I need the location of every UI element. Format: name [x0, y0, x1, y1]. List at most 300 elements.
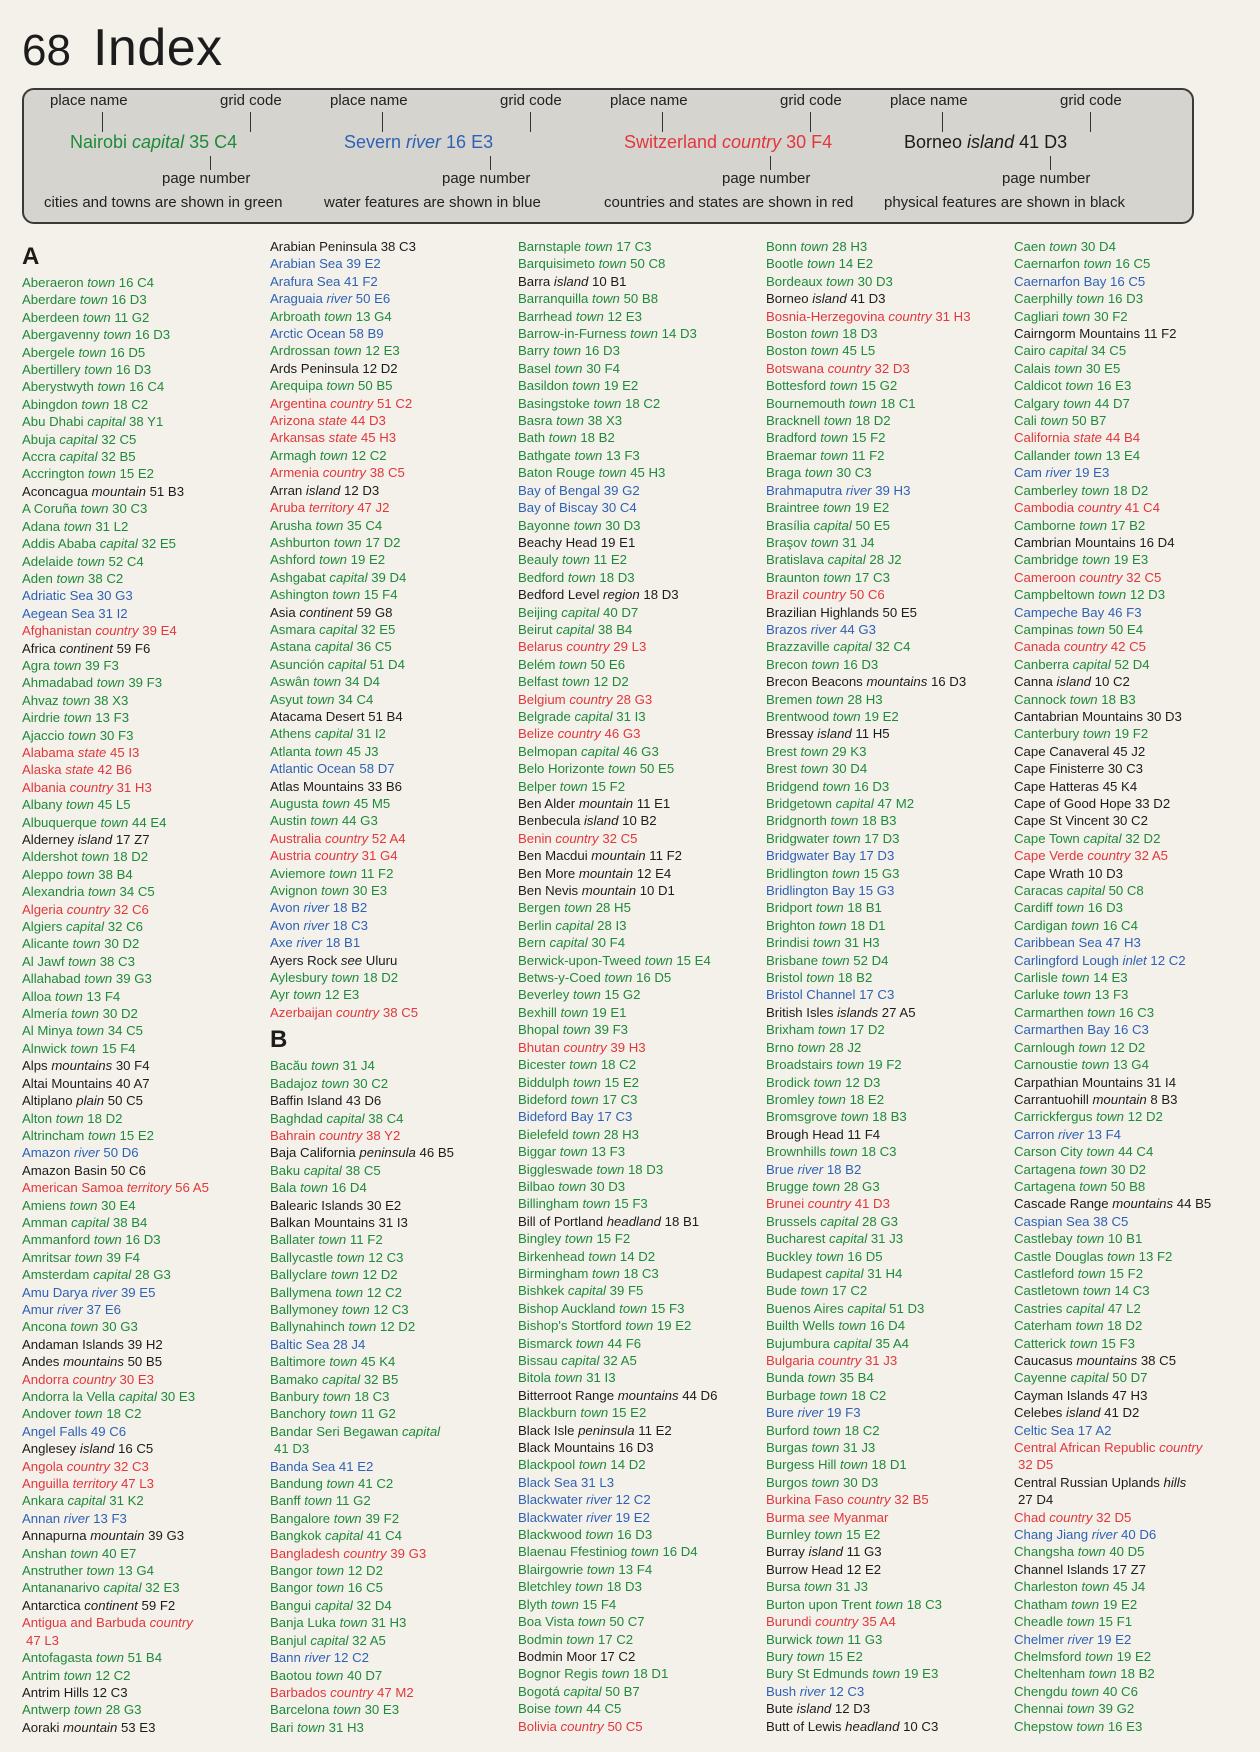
entry-place-name: Beachy Head	[518, 534, 598, 550]
entry-feature-type: town	[804, 1370, 836, 1386]
key-pointer-line	[1090, 112, 1091, 132]
entry-grid-reference: 32 D5	[1092, 1509, 1132, 1525]
index-entry	[1014, 1456, 1260, 1473]
entry-feature-type: town	[1072, 291, 1105, 307]
index-entry	[518, 1526, 764, 1543]
entry-grid-reference: 18 D2	[359, 970, 399, 986]
entry-place-name: Burbage	[766, 1387, 816, 1403]
entry-place-name: Aconcagua	[22, 483, 88, 499]
entry-grid-reference: 17 D2	[361, 534, 401, 550]
index-entry	[518, 1491, 764, 1508]
entry-grid-reference: 31 H3	[367, 1615, 407, 1631]
entry-place-name: Alexandria	[22, 884, 85, 900]
index-entry	[766, 1422, 1012, 1439]
entry-grid-reference: 13 G4	[114, 1563, 154, 1579]
entry-place-name: Barquisimeto	[518, 256, 595, 272]
entry-feature-type: country	[91, 623, 139, 639]
entry-grid-reference: 15 E2	[115, 1127, 154, 1143]
index-entry	[1014, 1056, 1260, 1073]
entry-grid-reference: 30 E3	[115, 1371, 154, 1387]
entry-grid-reference: 13 G4	[1109, 1057, 1149, 1073]
entry-grid-reference: 12 D2	[1106, 1039, 1146, 1055]
index-entry	[766, 325, 1012, 342]
entry-feature-type: country	[332, 1004, 380, 1020]
entry-feature-type: town	[1077, 1579, 1110, 1595]
entry-grid-reference: 18 D3	[838, 326, 878, 342]
entry-place-name: Bathgate	[518, 447, 571, 463]
entry-feature-type: town	[814, 1091, 846, 1107]
index-entry	[1014, 499, 1260, 516]
entry-place-name: Algeria	[22, 901, 64, 917]
index-entry	[22, 1197, 268, 1214]
entry-place-name: Carmarthen Bay	[1014, 1022, 1111, 1038]
entry-grid-reference: 40 D6	[1117, 1527, 1157, 1543]
key-caption: countries and states are shown in red	[604, 194, 854, 211]
entry-feature-type: island	[804, 1544, 843, 1560]
entry-feature-type: town	[1092, 1109, 1124, 1125]
entry-grid-reference: 29 L3	[609, 639, 647, 655]
entry-grid-reference: 18 D3	[639, 587, 679, 603]
entry-place-name: Bridgwater	[766, 830, 830, 846]
entry-feature-type: town	[60, 1667, 92, 1683]
entry-grid-reference: 44 E4	[128, 814, 167, 830]
entry-place-name: Arran	[270, 482, 303, 498]
entry-grid-reference: 13 F3	[89, 1510, 127, 1526]
entry-place-name: Balkan Mountains	[270, 1214, 375, 1230]
entry-feature-type: town	[568, 378, 601, 394]
entry-place-name: Bosnia-Herzegovina	[766, 308, 885, 324]
entry-grid-reference: 30 D3	[1143, 708, 1182, 724]
index-entry	[766, 429, 1012, 446]
entry-place-name: Burkina Faso	[766, 1492, 844, 1508]
entry-grid-reference: 39 F2	[361, 1510, 400, 1526]
entry-place-name: Bordeaux	[766, 273, 823, 289]
entry-grid-reference: 31 J3	[867, 1231, 904, 1247]
entry-grid-reference: 44 C4	[1114, 1144, 1154, 1160]
entry-place-name: Baja California	[270, 1145, 356, 1161]
entry-place-name: Bacău	[270, 1058, 308, 1074]
index-entry	[766, 1091, 1012, 1108]
entry-feature-type: country	[1060, 639, 1108, 655]
entry-feature-type: river	[1041, 465, 1072, 481]
entry-grid-reference: 44 D7	[1090, 395, 1130, 411]
entry-grid-reference: 36 C5	[352, 639, 392, 655]
entry-place-name: Ahvaz	[22, 692, 59, 708]
index-entry	[270, 1266, 516, 1283]
index-entry	[270, 464, 516, 481]
entry-feature-type: capital	[398, 1423, 441, 1439]
index-entry	[518, 865, 764, 882]
index-entry	[1014, 1335, 1260, 1352]
entry-grid-reference: 28 H3	[600, 1126, 639, 1142]
entry-grid-reference: 50 C8	[626, 256, 666, 272]
entry-feature-type: town	[581, 239, 613, 254]
entry-feature-type: town	[1075, 517, 1108, 533]
entry-place-name: Brest	[766, 761, 797, 777]
index-entry	[766, 1631, 1012, 1648]
entry-place-name: Cartagena	[1014, 1161, 1076, 1177]
entry-feature-type: country	[145, 1615, 193, 1631]
entry-feature-type: country	[843, 1492, 891, 1508]
entry-grid-reference: 13 F3	[1090, 987, 1129, 1003]
entry-place-name: Blyth	[518, 1596, 548, 1612]
index-entry	[1014, 517, 1260, 534]
index-entry	[270, 1684, 516, 1701]
entry-feature-type: town	[574, 1614, 606, 1630]
entry-grid-reference: 28 J4	[329, 1336, 366, 1352]
entry-feature-type: town	[79, 309, 111, 325]
index-entry	[22, 553, 268, 570]
entry-grid-reference: 34 C5	[1087, 343, 1127, 359]
index-entry	[270, 1057, 516, 1074]
entry-grid-reference: 50 C8	[1104, 883, 1144, 899]
entry-feature-type: river	[807, 621, 837, 637]
index-entry	[1014, 847, 1260, 864]
entry-grid-reference: 11 G3	[842, 1544, 882, 1560]
index-entry	[22, 518, 268, 535]
entry-grid-reference: 45 J4	[1109, 1579, 1146, 1595]
entry-grid-reference: 38 C5	[366, 465, 405, 481]
entry-grid-reference: 28 G3	[131, 1267, 171, 1283]
entry-place-name: Bradford	[766, 430, 817, 446]
entry-grid-reference: 30 D3	[601, 517, 641, 533]
entry-grid-reference: 29 K3	[828, 743, 867, 759]
entry-feature-type: town	[812, 1248, 844, 1264]
entry-feature-type: town	[807, 326, 839, 342]
entry-grid-reference: 18 B2	[834, 970, 873, 986]
entry-grid-reference: 44 D6	[678, 1387, 718, 1403]
entry-feature-type: island	[550, 273, 589, 289]
entry-feature-type: town	[317, 883, 349, 899]
entry-feature-type: town	[73, 553, 105, 569]
entry-feature-type: capital	[318, 1371, 361, 1387]
entry-place-name: Bridport	[766, 900, 813, 916]
index-entry	[518, 412, 764, 429]
index-entry	[1014, 586, 1260, 603]
index-entry	[22, 1597, 268, 1614]
entry-feature-type: territory	[68, 1476, 118, 1492]
index-entry	[1014, 1369, 1260, 1386]
entry-place-name: Bristol	[766, 970, 803, 986]
entry-grid-reference: 41 D3	[851, 1196, 890, 1212]
entry-feature-type: town	[604, 761, 637, 777]
index-entry	[766, 238, 1012, 255]
entry-grid-reference: 18 E2	[845, 1091, 885, 1107]
index-entry	[518, 760, 764, 777]
entry-feature-type: town	[62, 797, 94, 813]
entry-place-name: Chad	[1014, 1509, 1046, 1525]
index-entry	[22, 953, 268, 970]
index-entry	[766, 517, 1012, 534]
index-entry	[766, 969, 1012, 986]
index-key-legend	[22, 88, 1194, 224]
entry-feature-type: country	[798, 587, 846, 603]
index-entry	[766, 604, 1012, 621]
entry-grid-reference: 19 E2	[860, 708, 899, 724]
entry-feature-type: town	[58, 692, 91, 708]
entry-place-name: Borneo	[766, 291, 809, 307]
index-entry	[270, 447, 516, 464]
entry-place-name: Ballymena	[270, 1284, 332, 1300]
entry-place-name: Addis Ababa	[22, 536, 97, 552]
entry-feature-type: town	[64, 953, 97, 969]
entry-place-name: Beijing	[518, 604, 558, 620]
entry-feature-type: town	[810, 1527, 843, 1543]
entry-feature-type: state	[324, 430, 358, 446]
entry-place-name: Aoraki	[22, 1719, 60, 1735]
index-entry	[22, 848, 268, 865]
index-entry	[766, 621, 1012, 638]
entry-place-name: Airdrie	[22, 710, 61, 726]
entry-grid-reference: 50 D6	[99, 1145, 139, 1161]
entry-grid-reference: 18 B1	[322, 935, 361, 951]
index-entry	[270, 1649, 516, 1666]
entry-feature-type: capital	[311, 726, 353, 742]
entry-place-name: Chennai	[1014, 1701, 1064, 1717]
entry-place-name: Agra	[22, 657, 50, 673]
entry-place-name: Bognor Regis	[518, 1666, 598, 1682]
entry-feature-type: town	[83, 275, 116, 290]
index-entry	[22, 640, 268, 657]
entry-feature-type: capital	[1062, 1300, 1105, 1316]
entry-feature-type: town	[84, 1127, 116, 1143]
entry-feature-type: town	[1103, 1248, 1135, 1264]
index-entry	[1014, 255, 1260, 272]
entry-feature-type: country	[326, 1684, 374, 1700]
index-entry	[270, 952, 516, 969]
entry-grid-reference: 16 D3	[850, 778, 890, 794]
entry-place-name: Astana	[270, 639, 312, 655]
entry-grid-reference: 45 H3	[357, 430, 397, 446]
entry-place-name: Boston	[766, 343, 808, 359]
entry-place-name: Canada	[1014, 639, 1061, 655]
entry-feature-type: town	[595, 465, 627, 481]
entry-grid-reference: 32 E3	[141, 1580, 180, 1596]
entry-grid-reference: 17 D3	[855, 848, 895, 864]
index-entry	[766, 447, 1012, 464]
entry-place-name: Carrickfergus	[1014, 1109, 1093, 1125]
index-entry	[270, 569, 516, 586]
entry-grid-reference: 39 G3	[144, 1528, 185, 1544]
entry-place-name: Brussels	[766, 1213, 817, 1229]
index-entry	[1014, 325, 1260, 342]
index-entry	[270, 1719, 516, 1736]
index-entry	[518, 1439, 764, 1456]
index-entry	[270, 708, 516, 725]
entry-place-name: Ashburton	[270, 534, 331, 550]
entry-place-name: Brno	[766, 1039, 794, 1055]
index-entry	[1014, 1509, 1260, 1526]
entry-grid-reference: 44 F6	[603, 1335, 642, 1351]
entry-place-name: Caterham	[1014, 1318, 1072, 1334]
entry-feature-type: town	[796, 239, 829, 254]
index-entry	[1014, 534, 1260, 551]
index-entry	[518, 847, 764, 864]
index-entry	[518, 673, 764, 690]
entry-place-name: Carmarthen	[1014, 1004, 1084, 1020]
entry-feature-type: island	[1052, 674, 1091, 690]
entry-grid-reference: 50 E4	[1104, 621, 1144, 637]
entry-grid-reference: 17 C3	[598, 1091, 638, 1107]
index-entry	[766, 482, 1012, 499]
entry-feature-type: town	[559, 1022, 591, 1038]
index-entry	[766, 1300, 1012, 1317]
entry-place-name: Bournemouth	[766, 395, 846, 411]
entry-place-name: Black Isle	[518, 1422, 575, 1438]
entry-grid-reference: 30 E3	[360, 1702, 400, 1718]
entry-grid-reference: 51 D4	[366, 656, 405, 672]
entry-place-name: Alloa	[22, 988, 52, 1004]
entry-place-name: Brasília	[766, 517, 810, 533]
entry-grid-reference: 28 J2	[865, 552, 902, 568]
entry-grid-reference: 31 K2	[105, 1493, 144, 1509]
index-entry	[766, 1509, 1012, 1526]
entry-feature-type: town	[330, 343, 362, 359]
entry-grid-reference: 41 D3	[274, 1441, 310, 1457]
entry-feature-type: town	[807, 1440, 840, 1456]
entry-grid-reference: 17 C2	[594, 1631, 634, 1647]
entry-place-name: Boise	[518, 1701, 551, 1717]
entry-place-name: Burgess Hill	[766, 1457, 837, 1473]
entry-grid-reference: 39 G3	[386, 1545, 427, 1561]
entry-grid-reference: 59 G8	[352, 604, 393, 620]
entry-grid-reference: 45 J2	[1109, 743, 1146, 759]
entry-grid-reference: 31 I4	[1143, 1074, 1177, 1090]
entry-grid-reference: 19 E2	[1112, 1648, 1152, 1664]
entry-grid-reference: 34 C5	[104, 1023, 143, 1039]
entry-place-name: Carrantuohill	[1014, 1091, 1089, 1107]
index-entry	[766, 986, 1012, 1003]
entry-place-name: Bridgetown	[766, 796, 832, 811]
entry-grid-reference: 16 D3	[927, 674, 967, 690]
entry-feature-type: town	[72, 1023, 105, 1039]
entry-place-name: Albany	[22, 797, 63, 813]
entry-grid-reference: 39 F3	[590, 1022, 628, 1038]
entry-grid-reference: 38 C5	[1137, 1353, 1177, 1368]
entry-feature-type: town	[814, 1022, 846, 1038]
entry-grid-reference: 46 F3	[1104, 604, 1142, 620]
entry-grid-reference: 15 F2	[587, 778, 626, 794]
entry-feature-type: town	[819, 500, 852, 516]
entry-grid-reference: 19 E1	[588, 1004, 627, 1020]
index-entry	[518, 952, 764, 969]
entry-feature-type: capital	[1063, 883, 1105, 899]
entry-place-name: Belgium	[518, 691, 566, 707]
index-entry	[518, 342, 764, 359]
entry-grid-reference: 31 J4	[838, 534, 875, 550]
index-entry	[270, 1144, 516, 1161]
entry-feature-type: town	[561, 1231, 593, 1247]
index-entry	[270, 1614, 516, 1631]
entry-grid-reference: 32 C5	[97, 431, 137, 447]
index-entry	[270, 1632, 516, 1649]
entry-feature-type: river	[299, 917, 330, 933]
entry-feature-type: town	[828, 865, 860, 881]
entry-place-name: Amritsar	[22, 1249, 72, 1265]
index-entry	[270, 273, 516, 290]
index-entry	[518, 1126, 764, 1143]
entry-grid-reference: 30 F4	[112, 1058, 150, 1074]
entry-grid-reference: 33 D2	[1131, 796, 1171, 811]
index-entry	[270, 1214, 516, 1231]
entry-grid-reference: 30 F3	[96, 727, 134, 743]
index-entry	[518, 638, 764, 655]
entry-grid-reference: 46 B5	[415, 1145, 455, 1161]
entry-feature-type: town	[1083, 1004, 1116, 1020]
entry-place-name: Cameroon	[1014, 569, 1076, 585]
entry-feature-type: town	[584, 1248, 617, 1264]
entry-feature-type: river	[70, 1145, 100, 1161]
entry-grid-reference: 15 F2	[592, 1231, 631, 1247]
entry-feature-type: capital	[570, 708, 613, 724]
entry-grid-reference: 38 B4	[594, 621, 633, 637]
entry-grid-reference: 11 F2	[848, 447, 885, 463]
index-entry	[22, 988, 268, 1005]
entry-grid-reference: 18 D3	[624, 1161, 664, 1177]
index-entry	[270, 499, 516, 516]
entry-place-name: Brecon	[766, 656, 808, 672]
index-entry	[22, 465, 268, 482]
entry-grid-reference: 34 D4	[341, 674, 380, 690]
entry-feature-type: town	[551, 1370, 583, 1386]
entry-grid-reference: 18 C2	[621, 395, 661, 411]
entry-grid-reference: 16 D4	[327, 1180, 367, 1196]
index-entry	[1014, 1578, 1260, 1595]
entry-feature-type: town	[1057, 970, 1090, 986]
entry-place-name: Asmara	[270, 621, 316, 637]
entry-grid-reference: 31 J3	[839, 1440, 876, 1456]
entry-feature-type: town	[551, 1701, 583, 1717]
key-pointer-line	[810, 112, 811, 132]
entry-place-name: Bulgaria	[766, 1353, 815, 1368]
entry-place-name: Brisbane	[766, 952, 819, 968]
entry-place-name: Ben Nevis	[518, 883, 579, 899]
entry-feature-type: town	[338, 1301, 370, 1317]
entry-feature-type: state	[1069, 430, 1102, 446]
entry-feature-type: town	[556, 1004, 589, 1020]
entry-place-name: Broadstairs	[766, 1057, 833, 1073]
entry-grid-reference: 18 D3	[595, 569, 635, 585]
key-example-type: country	[722, 132, 787, 152]
index-entry	[518, 447, 764, 464]
entry-grid-reference: 17 C3	[593, 1109, 633, 1125]
entry-place-name: Cambridge	[1014, 552, 1079, 568]
entry-feature-type: town	[820, 413, 852, 429]
index-entry	[518, 1352, 764, 1369]
entry-feature-type: mountain	[1088, 1091, 1147, 1107]
entry-place-name: Argentina	[270, 395, 327, 411]
index-entry	[1014, 429, 1260, 446]
entry-grid-reference: 30 C4	[597, 500, 637, 516]
index-entry	[1014, 986, 1260, 1003]
index-entry	[270, 1510, 516, 1527]
index-entry	[766, 1474, 1012, 1491]
entry-place-name: Amazon	[22, 1145, 71, 1161]
index-entry	[1014, 1039, 1260, 1056]
entry-grid-reference: 30 E3	[156, 1389, 196, 1404]
entry-grid-reference: 38 C2	[84, 570, 124, 586]
entry-feature-type: town	[311, 743, 343, 759]
entry-feature-type: river	[53, 1301, 83, 1317]
entry-grid-reference: 50 C6	[107, 1162, 146, 1178]
entry-place-name: Banff	[270, 1493, 301, 1509]
index-entry	[22, 1075, 268, 1092]
entry-grid-reference: 52 A4	[368, 830, 406, 846]
index-entry	[1014, 569, 1260, 586]
entry-place-name: Caracas	[1014, 883, 1064, 899]
entry-place-name: Brest	[766, 743, 797, 759]
entry-grid-reference: 16 C5	[114, 1441, 154, 1457]
